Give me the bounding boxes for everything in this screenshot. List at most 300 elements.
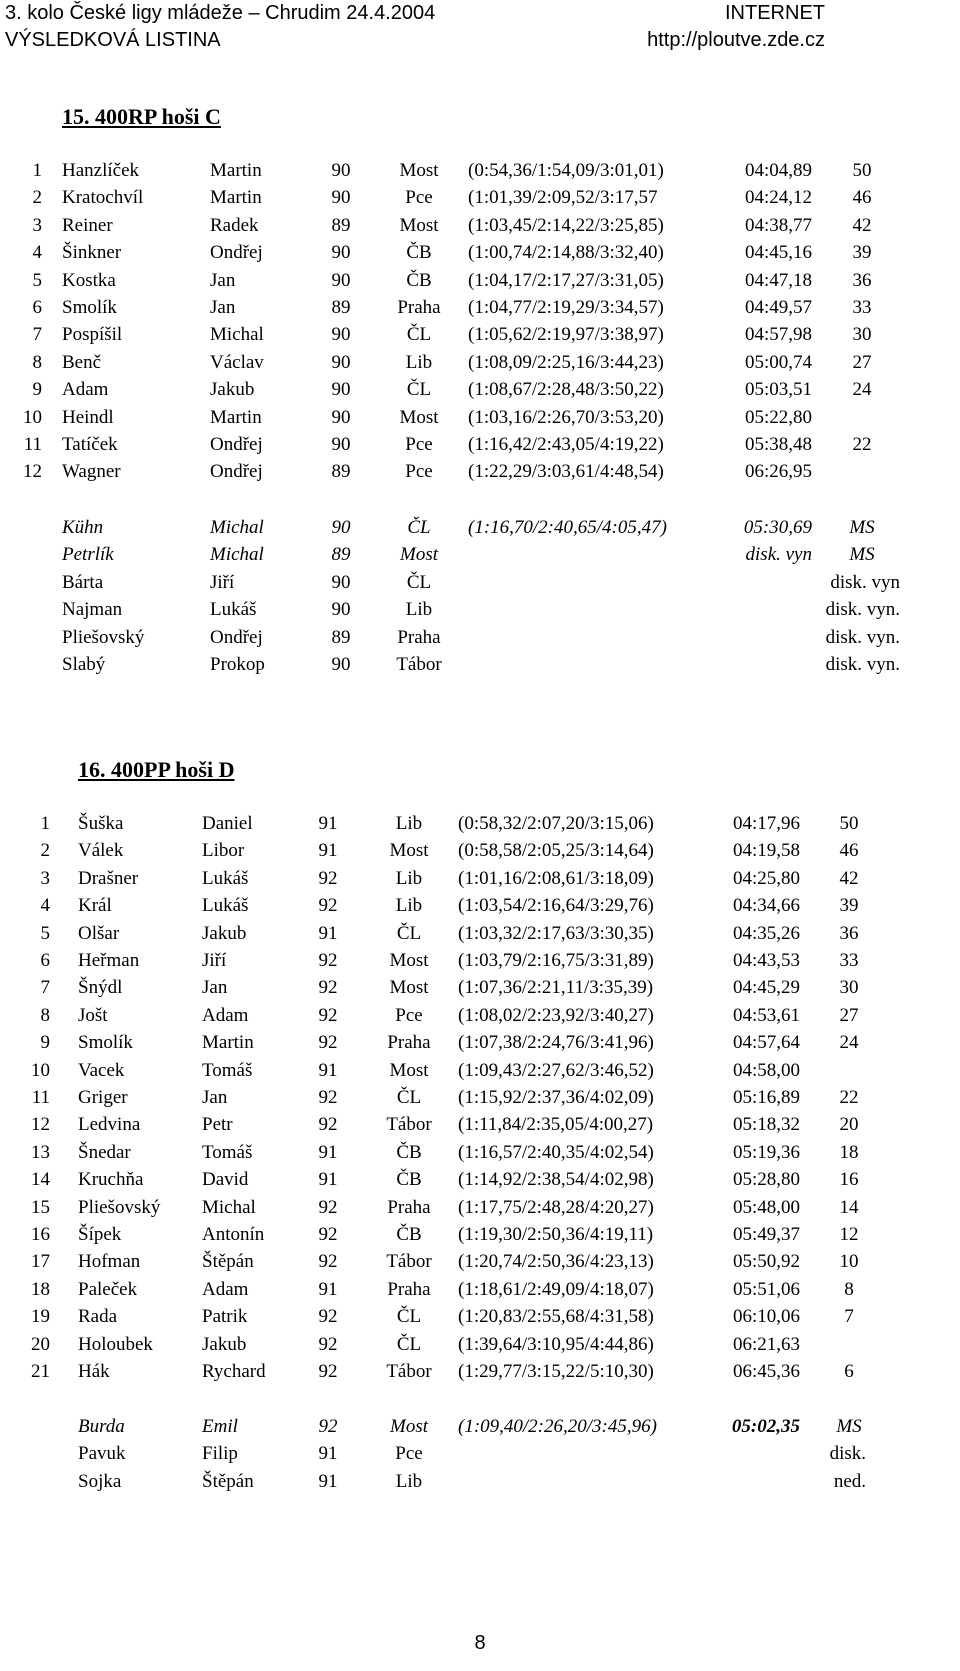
first-name: Jakub (202, 1333, 247, 1355)
points: 27 (852, 351, 872, 373)
club: Praha (397, 297, 441, 318)
split-times: (1:16,70/2:40,65/4:05,47) (468, 517, 667, 538)
split-times: (1:20,74/2:50,36/4:23,13) (458, 1251, 654, 1273)
points: 8 (844, 1278, 854, 1300)
extra-row (0, 1471, 960, 1499)
split-times: (1:05,62/2:19,97/3:38,97) (468, 324, 664, 346)
split-times: (1:07,36/2:21,11/3:35,39) (458, 977, 654, 999)
last-name: Hák (78, 1361, 110, 1382)
last-name: Ledvina (78, 1114, 141, 1136)
birth-year: 89 (331, 297, 351, 318)
first-name: Michal (210, 324, 264, 346)
club: Tábor (386, 1251, 432, 1273)
note: disk. vyn (830, 571, 900, 593)
extra-row (0, 627, 960, 655)
last-name: Šípek (78, 1224, 122, 1245)
final-time: 04:38,77 (744, 214, 812, 236)
club: Pce (395, 1443, 423, 1465)
result-row (0, 160, 960, 188)
last-name: Šnýdl (78, 977, 123, 999)
club: Pce (395, 1004, 423, 1026)
club: Most (389, 977, 429, 999)
last-name: Pliešovský (78, 1196, 161, 1218)
last-name: Paleček (78, 1278, 138, 1300)
club: Tábor (396, 654, 442, 675)
rank: 2 (40, 840, 50, 862)
final-time: 06:10,06 (732, 1306, 800, 1328)
note: MS (849, 517, 875, 538)
split-times: (0:54,36/1:54,09/3:01,01) (468, 160, 664, 181)
final-time: disk. vyn (745, 544, 812, 566)
club: ČB (406, 269, 432, 291)
birth-year: 90 (331, 654, 351, 675)
points: 22 (852, 434, 872, 455)
first-name: Štěpán (202, 1251, 254, 1273)
birth-year: 91 (318, 1470, 338, 1492)
split-times: (1:14,92/2:38,54/4:02,98) (458, 1169, 654, 1191)
extra-row (0, 1443, 960, 1471)
club: Tábor (386, 1114, 432, 1136)
final-time: 06:45,36 (732, 1361, 800, 1382)
final-time: 05:38,48 (744, 434, 812, 455)
final-time: 04:24,12 (744, 187, 812, 209)
result-row (0, 407, 960, 435)
split-times: (1:01,16/2:08,61/3:18,09) (458, 867, 654, 889)
first-name: David (202, 1169, 249, 1191)
first-name: Libor (202, 840, 245, 862)
first-name: Emil (202, 1416, 238, 1437)
club: Lib (395, 813, 423, 834)
club: Most (390, 1416, 428, 1437)
club: ČL (396, 1333, 422, 1355)
points: 36 (852, 269, 872, 291)
points: 30 (839, 977, 859, 999)
first-name: Patrik (202, 1306, 248, 1328)
last-name: Bárta (62, 571, 104, 593)
split-times: (1:18,61/2:49,09/4:18,07) (458, 1278, 654, 1300)
split-times: (1:09,43/2:27,62/3:46,52) (458, 1059, 654, 1081)
result-row (0, 352, 960, 380)
birth-year: 92 (318, 1361, 338, 1382)
points: 39 (839, 895, 859, 917)
split-times: (1:11,84/2:35,05/4:00,27) (458, 1114, 654, 1136)
birth-year: 89 (331, 214, 351, 236)
last-name: Najman (62, 599, 123, 621)
result-row (0, 1142, 960, 1170)
club: Praha (387, 1032, 431, 1054)
final-time: 04:25,80 (732, 867, 800, 889)
final-time: 05:19,36 (732, 1141, 800, 1163)
first-name: Martin (210, 406, 262, 428)
last-name: Kostka (62, 269, 116, 291)
rank: 14 (31, 1169, 50, 1191)
result-row (0, 1361, 960, 1389)
last-name: Sojka (78, 1470, 122, 1492)
birth-year: 91 (318, 840, 338, 862)
rank: 10 (23, 406, 42, 428)
birth-year: 92 (318, 1004, 338, 1026)
birth-year: 91 (318, 922, 338, 944)
birth-year: 92 (318, 867, 338, 889)
final-time: 05:48,00 (732, 1196, 800, 1218)
club: Most (399, 160, 439, 181)
final-time: 05:16,89 (732, 1087, 800, 1108)
result-row (0, 840, 960, 868)
final-time: 04:34,66 (732, 895, 800, 917)
first-name: Jiří (202, 950, 227, 971)
rank: 18 (31, 1278, 50, 1300)
rank: 19 (31, 1306, 50, 1328)
birth-year: 91 (318, 1169, 338, 1191)
club: ČB (396, 1224, 422, 1245)
last-name: Pavuk (78, 1443, 126, 1465)
rank: 11 (23, 434, 42, 455)
points: 7 (844, 1306, 854, 1328)
first-name: Filip (202, 1443, 238, 1465)
last-name: Wagner (62, 461, 121, 483)
rank: 5 (32, 269, 42, 291)
last-name: Kratochvíl (62, 187, 144, 209)
birth-year: 90 (331, 160, 351, 181)
club: Most (400, 544, 438, 566)
points: 42 (839, 867, 859, 889)
result-row (0, 215, 960, 243)
split-times: (1:16,57/2:40,35/4:02,54) (458, 1141, 654, 1163)
birth-year: 90 (331, 434, 351, 455)
final-time: 04:45,29 (732, 977, 800, 999)
club: ČL (406, 571, 432, 593)
first-name: Lukáš (202, 867, 249, 889)
final-time: 04:43,53 (732, 950, 800, 971)
first-name: Jakub (202, 922, 247, 944)
club: Most (389, 840, 429, 862)
split-times: (1:03,79/2:16,75/3:31,89) (458, 950, 654, 971)
note: disk. vyn. (825, 654, 900, 675)
final-time: 05:50,92 (732, 1251, 800, 1273)
last-name: Šinkner (62, 242, 122, 264)
last-name: Král (78, 895, 112, 917)
header-url: http://ploutve.zde.cz (647, 29, 825, 51)
birth-year: 91 (318, 1141, 338, 1163)
last-name: Smolík (62, 297, 117, 318)
points: 6 (844, 1361, 854, 1382)
rank: 7 (40, 977, 50, 999)
last-name: Slabý (62, 654, 106, 675)
club: Most (399, 214, 439, 236)
first-name: Martin (210, 160, 262, 181)
rank: 17 (31, 1251, 50, 1273)
last-name: Petrlík (62, 544, 114, 566)
points: 24 (839, 1032, 859, 1054)
first-name: Tomáš (202, 1141, 253, 1163)
points: 30 (852, 324, 872, 346)
final-time: 05:03,51 (744, 379, 812, 401)
birth-year: 92 (318, 1306, 338, 1328)
result-row (0, 270, 960, 298)
first-name: Prokop (210, 654, 265, 675)
last-name: Holoubek (78, 1333, 153, 1355)
extra-row (0, 544, 960, 572)
first-name: Lukáš (202, 895, 249, 917)
points: 33 (839, 950, 859, 971)
points: 10 (839, 1251, 859, 1273)
note: MS (836, 1416, 862, 1437)
birth-year: 92 (318, 1196, 338, 1218)
last-name: Šnedar (78, 1141, 131, 1163)
result-row (0, 1279, 960, 1307)
birth-year: 91 (318, 1059, 338, 1081)
final-time: 06:26,95 (744, 461, 812, 483)
last-name: Olšar (78, 922, 120, 944)
split-times: (1:15,92/2:37,36/4:02,09) (458, 1087, 654, 1108)
club: Lib (395, 1470, 423, 1492)
rank: 4 (32, 242, 42, 264)
rank: 3 (32, 214, 42, 236)
first-name: Jan (202, 977, 228, 999)
result-row (0, 242, 960, 270)
points: 20 (839, 1114, 859, 1136)
final-time: 04:57,64 (732, 1032, 800, 1054)
points: 39 (852, 242, 872, 264)
last-name: Smolík (78, 1032, 133, 1054)
birth-year: 91 (318, 1443, 338, 1465)
birth-year: 90 (331, 324, 351, 346)
split-times: (1:16,42/2:43,05/4:19,22) (468, 434, 664, 455)
first-name: Martin (202, 1032, 254, 1054)
birth-year: 90 (331, 242, 351, 264)
birth-year: 90 (331, 351, 351, 373)
first-name: Jiří (210, 571, 235, 593)
final-time: 05:51,06 (732, 1278, 800, 1300)
result-row (0, 324, 960, 352)
last-name: Kruchňa (78, 1169, 144, 1191)
split-times: (1:00,74/2:14,88/3:32,40) (468, 242, 664, 264)
result-row (0, 1197, 960, 1225)
final-time: 04:35,26 (732, 922, 800, 944)
points: 16 (839, 1169, 859, 1191)
rank: 6 (32, 297, 42, 318)
first-name: Michal (202, 1196, 256, 1218)
birth-year: 89 (331, 626, 351, 648)
birth-year: 90 (331, 269, 351, 291)
club: ČL (396, 922, 422, 944)
club: Praha (397, 626, 441, 648)
result-row (0, 1032, 960, 1060)
first-name: Daniel (202, 813, 253, 834)
final-time: 05:18,32 (732, 1114, 800, 1136)
final-time: 04:58,00 (732, 1059, 800, 1081)
rank: 7 (32, 324, 42, 346)
birth-year: 92 (318, 1251, 338, 1273)
points: 24 (852, 379, 872, 401)
first-name: Lukáš (210, 599, 257, 621)
result-row (0, 1224, 960, 1252)
extra-row (0, 572, 960, 600)
rank: 8 (40, 1004, 50, 1026)
last-name: Šuška (78, 813, 124, 834)
birth-year: 92 (318, 1032, 338, 1054)
result-row (0, 434, 960, 462)
first-name: Jakub (210, 379, 255, 401)
final-time: 04:57,98 (744, 324, 812, 346)
result-row (0, 813, 960, 841)
first-name: Ondřej (210, 434, 263, 455)
result-row (0, 868, 960, 896)
birth-year: 91 (318, 1278, 338, 1300)
result-row (0, 1005, 960, 1033)
last-name: Griger (78, 1087, 128, 1108)
birth-year: 92 (318, 1224, 338, 1245)
final-time: 05:28,80 (732, 1169, 800, 1191)
result-row (0, 1306, 960, 1334)
club: Most (399, 406, 439, 428)
split-times: (1:04,17/2:17,27/3:31,05) (468, 269, 664, 291)
club: ČL (396, 1087, 422, 1108)
first-name: Adam (202, 1278, 249, 1300)
birth-year: 90 (331, 571, 351, 593)
result-row (0, 895, 960, 923)
event-16-title: 16. 400PP hoši D (78, 757, 235, 782)
extra-row (0, 599, 960, 627)
rank: 15 (31, 1196, 50, 1218)
club: ČL (407, 517, 431, 538)
rank: 16 (31, 1224, 50, 1245)
club: ČL (406, 379, 432, 401)
final-time: 05:49,37 (732, 1224, 800, 1245)
first-name: Ondřej (210, 461, 263, 483)
rank: 1 (32, 160, 42, 181)
points: 36 (839, 922, 859, 944)
rank: 9 (40, 1032, 50, 1054)
birth-year: 92 (318, 1416, 338, 1437)
last-name: Rada (78, 1306, 118, 1328)
split-times: (1:22,29/3:03,61/4:48,54) (468, 461, 664, 483)
split-times: (1:04,77/2:19,29/3:34,57) (468, 297, 664, 318)
result-row (0, 977, 960, 1005)
points: 46 (839, 840, 859, 862)
final-time: 06:21,63 (732, 1333, 800, 1355)
club: Pce (405, 187, 433, 209)
last-name: Pospíšil (62, 324, 123, 346)
club: ČL (396, 1306, 422, 1328)
header-source: INTERNET (725, 2, 825, 24)
rank: 4 (40, 895, 50, 917)
split-times: (1:08,09/2:25,16/3:44,23) (468, 351, 664, 373)
birth-year: 92 (318, 895, 338, 917)
birth-year: 92 (318, 1114, 338, 1136)
final-time: 04:17,96 (732, 813, 800, 834)
first-name: Petr (202, 1114, 233, 1136)
result-row (0, 1169, 960, 1197)
club: Pce (405, 434, 433, 455)
split-times: (0:58,32/2:07,20/3:15,06) (458, 813, 654, 834)
first-name: Martin (210, 187, 262, 209)
birth-year: 92 (318, 1333, 338, 1355)
extra-row (0, 1416, 960, 1444)
final-time: 04:53,61 (732, 1004, 800, 1026)
final-time: 05:02,35 (731, 1416, 800, 1437)
rank: 2 (32, 187, 42, 209)
split-times: (1:08,67/2:28,48/3:50,22) (468, 379, 664, 401)
split-times: (1:03,16/2:26,70/3:53,20) (468, 406, 664, 428)
rank: 1 (40, 813, 50, 834)
birth-year: 90 (331, 379, 351, 401)
split-times: (1:09,40/2:26,20/3:45,96) (458, 1416, 657, 1437)
first-name: Jan (210, 269, 236, 291)
rank: 9 (32, 379, 42, 401)
split-times: (1:08,02/2:23,92/3:40,27) (458, 1004, 654, 1026)
points: 50 (839, 813, 859, 834)
rank: 12 (31, 1114, 50, 1136)
last-name: Burda (78, 1416, 125, 1437)
club: ČB (396, 1169, 422, 1191)
extra-row (0, 654, 960, 682)
first-name: Antonín (202, 1224, 265, 1245)
club: ČB (406, 242, 432, 264)
first-name: Jan (210, 297, 236, 318)
points: 33 (852, 297, 872, 318)
result-row (0, 461, 960, 489)
result-row (0, 1114, 960, 1142)
first-name: Václav (210, 351, 264, 373)
header-subtitle: VÝSLEDKOVÁ LISTINA (5, 29, 221, 51)
final-time: 05:00,74 (744, 351, 812, 373)
first-name: Rychard (202, 1361, 266, 1382)
last-name: Reiner (62, 214, 113, 236)
first-name: Adam (202, 1004, 249, 1026)
rank: 13 (31, 1141, 50, 1163)
points: 22 (839, 1087, 859, 1108)
result-row (0, 1334, 960, 1362)
first-name: Radek (210, 214, 259, 236)
split-times: (1:39,64/3:10,95/4:44,86) (458, 1333, 654, 1355)
last-name: Pliešovský (62, 626, 145, 648)
page-number: 8 (474, 1632, 486, 1654)
last-name: Kühn (62, 517, 104, 538)
final-time: 05:30,69 (743, 517, 812, 538)
rank: 3 (40, 867, 50, 889)
rank: 20 (31, 1333, 50, 1355)
club: ČL (406, 324, 432, 346)
last-name: Adam (62, 379, 109, 401)
split-times: (1:03,45/2:14,22/3:25,85) (468, 214, 664, 236)
rank: 12 (23, 461, 42, 483)
last-name: Tatíček (62, 434, 118, 455)
split-times: (1:07,38/2:24,76/3:41,96) (458, 1032, 654, 1054)
club: ČB (396, 1141, 422, 1163)
club: Most (389, 1059, 429, 1081)
result-row (0, 1060, 960, 1088)
points: 50 (852, 160, 872, 181)
result-row (0, 379, 960, 407)
club: Lib (405, 351, 433, 373)
header-title: 3. kolo České ligy mládeže – Chrudim 24.4.2004 (5, 2, 436, 24)
first-name: Michal (210, 517, 264, 538)
note: disk. vyn. (825, 626, 900, 648)
last-name: Hofman (78, 1251, 141, 1273)
birth-year: 91 (318, 813, 338, 834)
club: Praha (387, 1278, 431, 1300)
rank: 10 (31, 1059, 50, 1081)
birth-year: 90 (331, 599, 351, 621)
result-row (0, 187, 960, 215)
result-row (0, 950, 960, 978)
result-row (0, 1087, 960, 1115)
split-times: (1:03,32/2:17,63/3:30,35) (458, 922, 654, 944)
result-row (0, 297, 960, 325)
birth-year: 90 (331, 517, 351, 538)
rank: 21 (31, 1361, 50, 1382)
